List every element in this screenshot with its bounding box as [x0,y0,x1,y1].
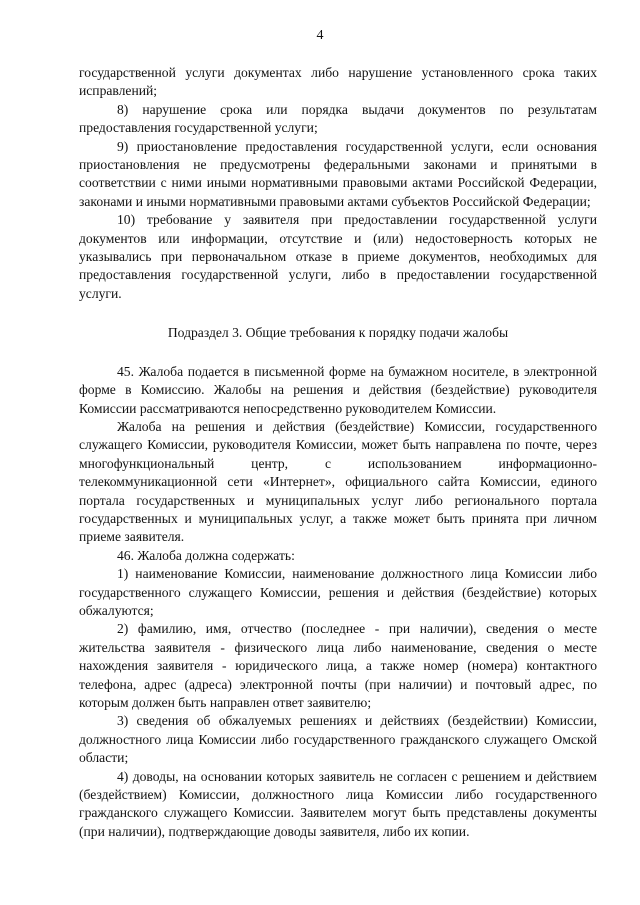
paragraph-continuation: государственной услуги документах либо нарушение установленного срока таких исправлений; [79,65,597,99]
clause-46: 46. Жалоба должна содержать: [117,547,295,563]
clause-46-item-3: 3) сведения об обжалуемых решениях и действиях (бездействии) Комиссии, должностного лица Комиссии либо государственного гражданского служащего Омской области; [79,713,597,766]
section-heading: Подраздел 3. Общие требования к порядку подачи жалобы [167,325,509,341]
clause-45-paragraph-2: Жалоба на решения и действия (бездействие) Комиссии, государственного служащего Комиссии, руководителя Комиссии, может быть направлена по почте, через многофункциональный центр, с использованием информационно-телекоммуникационной сети «Интернет», официального сайта Комиссии, единого портала государственных и муниципальных услуг либо регионального портала государственных и муниципальных услуг, а также может быть принята при личном приеме заявителя. [79,418,597,545]
list-item-10: 10) требование у заявителя при предоставлении государственной услуги документов или информации, отсутствие и (или) недостоверность которых не указывались при первоначальном отказе в приеме документов, необходимых для предоставления государственной услуги, либо в предоставлении государственной услуги. [79,212,597,301]
list-item-8: 8) нарушение срока или порядка выдачи документов по результатам предоставления государственной услуги; [79,101,597,136]
clause-46-item-2: 2) фамилию, имя, отчество (последнее - при наличии), сведения о месте жительства заявителя - физического лица либо наименование, сведения о месте нахождения заявителя - юридического лица, а также номер (номера) контактного телефона, адрес (адреса) электронной почты (при наличии) и почтовый адрес, по которым должен быть направлен ответ заявителю; [79,621,597,710]
clause-46-item-4: 4) доводы, на основании которых заявитель не согласен с решением и действием (бездействием) Комиссии, должностного лица Комиссии либо государственного гражданского служащего Комиссии. Заявителем могут быть представлены документы (при наличии), подтверждающие доводы заявителя, либо их копии. [79,768,597,839]
clause-46-item-1: 1) наименование Комиссии, наименование должностного лица Комиссии либо государственного служащего Комиссии, решения и действия (бездействие) которых обжалуются; [79,566,597,618]
clause-45: 45. Жалоба подается в письменной форме на бумажном носителе, в электронной форме в Комиссию. Жалобы на решения и действия (бездействие) руководителя Комиссии рассматриваются непосредственно руководителем Комиссии. [79,363,597,416]
page-number: 4 [316,28,324,43]
document-body [79,64,597,841]
list-item-9: 9) приостановление предоставления государственной услуги, если основания приостановления не предусмотрены федеральными законами и принятыми в соответствии с ними иными нормативными правовыми актами Российской Федерации, законами и иными нормативными правовыми актами субъектов Российской Федерации; [79,138,597,209]
